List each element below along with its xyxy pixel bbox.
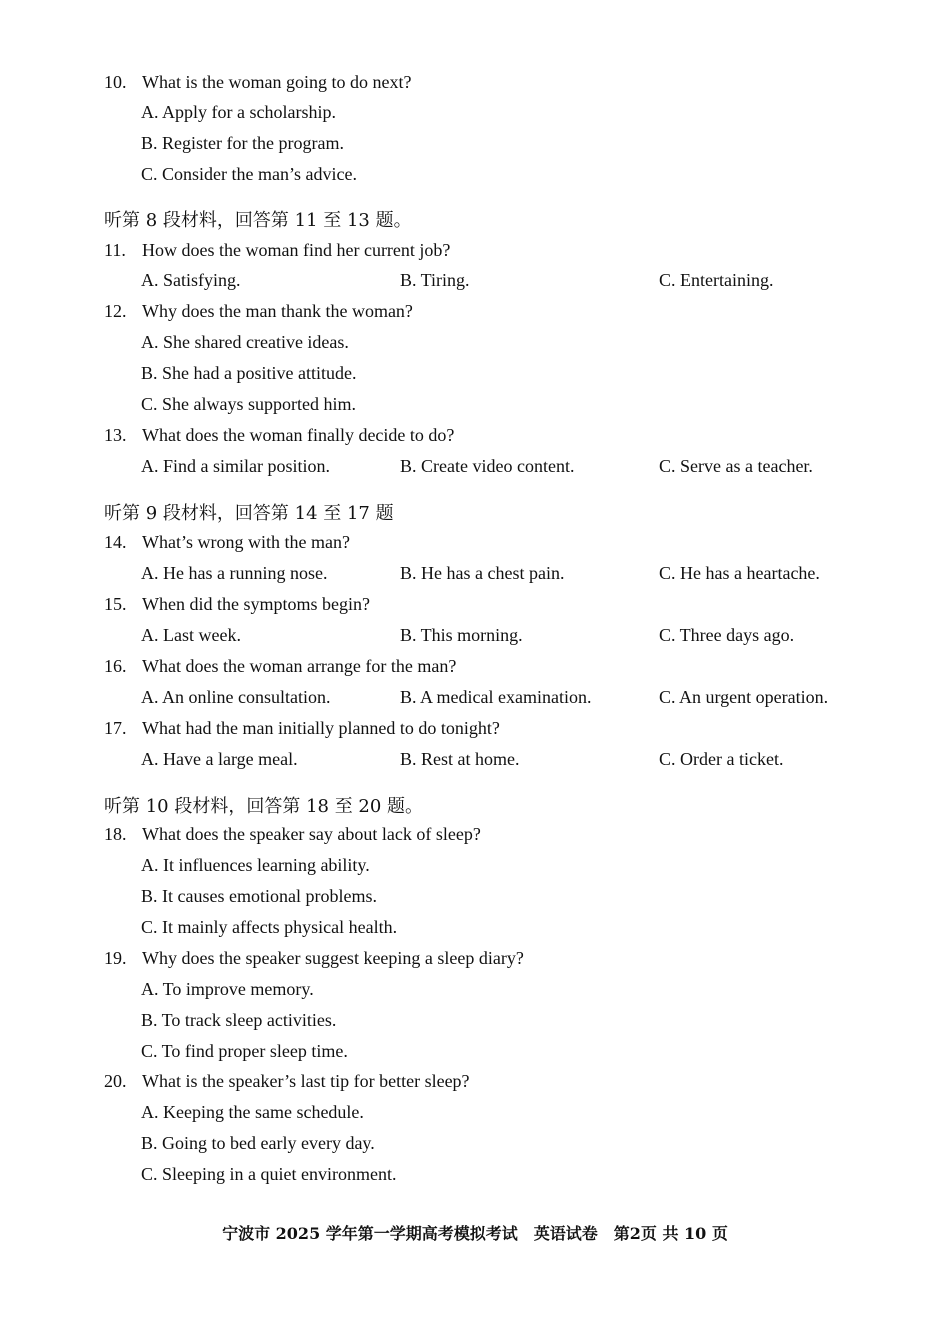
question-number: 14. [104, 532, 127, 552]
answer-option: B. She had a positive attitude. [141, 363, 357, 383]
section-heading: 听第 8 段材料，回答第 11 至 13 题。 [104, 210, 412, 231]
question-number: 10. [104, 72, 127, 92]
answer-option: A. Have a large meal. [141, 749, 298, 769]
answer-option: B. Register for the program. [141, 133, 344, 153]
question-text: When did the symptoms begin? [142, 594, 370, 614]
question-number: 11. [104, 240, 126, 260]
answer-option: A. Last week. [141, 625, 241, 645]
question-text: How does the woman find her current job? [142, 240, 451, 260]
question-number: 19. [104, 948, 127, 968]
answer-option: C. Order a ticket. [659, 749, 784, 769]
section-heading: 听第 10 段材料，回答第 18 至 20 题。 [104, 796, 424, 817]
question-text: What is the speaker’s last tip for better sleep? [142, 1071, 470, 1091]
answer-option: C. Three days ago. [659, 625, 795, 645]
question-text: What does the woman arrange for the man? [142, 656, 457, 676]
answer-option: B. To track sleep activities. [141, 1010, 337, 1030]
answer-option: B. This morning. [400, 625, 523, 645]
answer-option: B. A medical examination. [400, 687, 592, 707]
question-text: What does the woman finally decide to do? [142, 425, 455, 445]
answer-option: A. Apply for a scholarship. [141, 102, 336, 122]
answer-option: A. To improve memory. [141, 979, 314, 999]
answer-option: B. Tiring. [400, 270, 470, 290]
answer-option: C. He has a heartache. [659, 563, 820, 583]
question-text: What does the speaker say about lack of sleep? [142, 824, 481, 844]
answer-option: A. She shared creative ideas. [141, 332, 349, 352]
answer-option: C. Entertaining. [659, 270, 774, 290]
question-text: What is the woman going to do next? [142, 72, 412, 92]
answer-option: C. Serve as a teacher. [659, 456, 813, 476]
answer-option: A. He has a running nose. [141, 563, 328, 583]
section-heading: 听第 9 段材料，回答第 14 至 17 题 [104, 503, 394, 524]
answer-option: B. Create video content. [400, 456, 575, 476]
answer-option: C. An urgent operation. [659, 687, 829, 707]
question-number: 13. [104, 425, 127, 445]
question-number: 17. [104, 718, 127, 738]
question-text: What had the man initially planned to do tonight? [142, 718, 500, 738]
answer-option: B. Going to bed early every day. [141, 1133, 375, 1153]
question-text: What’s wrong with the man? [142, 532, 350, 552]
question-number: 15. [104, 594, 127, 614]
answer-option: B. Rest at home. [400, 749, 520, 769]
answer-option: C. She always supported him. [141, 394, 356, 414]
answer-option: A. An online consultation. [141, 687, 331, 707]
question-number: 18. [104, 824, 127, 844]
answer-option: A. Satisfying. [141, 270, 241, 290]
question-text: Why does the man thank the woman? [142, 301, 413, 321]
answer-option: C. Sleeping in a quiet environment. [141, 1164, 397, 1184]
answer-option: C. It mainly affects physical health. [141, 917, 398, 937]
page-footer: 宁波市 2025 学年第一学期高考模拟考试 英语试卷 第2页 共 10 页 [222, 1224, 728, 1243]
answer-option: A. Keeping the same schedule. [141, 1102, 364, 1122]
question-number: 20. [104, 1071, 127, 1091]
answer-option: A. Find a similar position. [141, 456, 330, 476]
answer-option: B. He has a chest pain. [400, 563, 565, 583]
answer-option: B. It causes emotional problems. [141, 886, 377, 906]
answer-option: A. It influences learning ability. [141, 855, 370, 875]
answer-option: C. Consider the man’s advice. [141, 164, 357, 184]
question-number: 16. [104, 656, 127, 676]
answer-option: C. To find proper sleep time. [141, 1041, 348, 1061]
question-number: 12. [104, 301, 127, 321]
question-text: Why does the speaker suggest keeping a sleep diary? [142, 948, 524, 968]
